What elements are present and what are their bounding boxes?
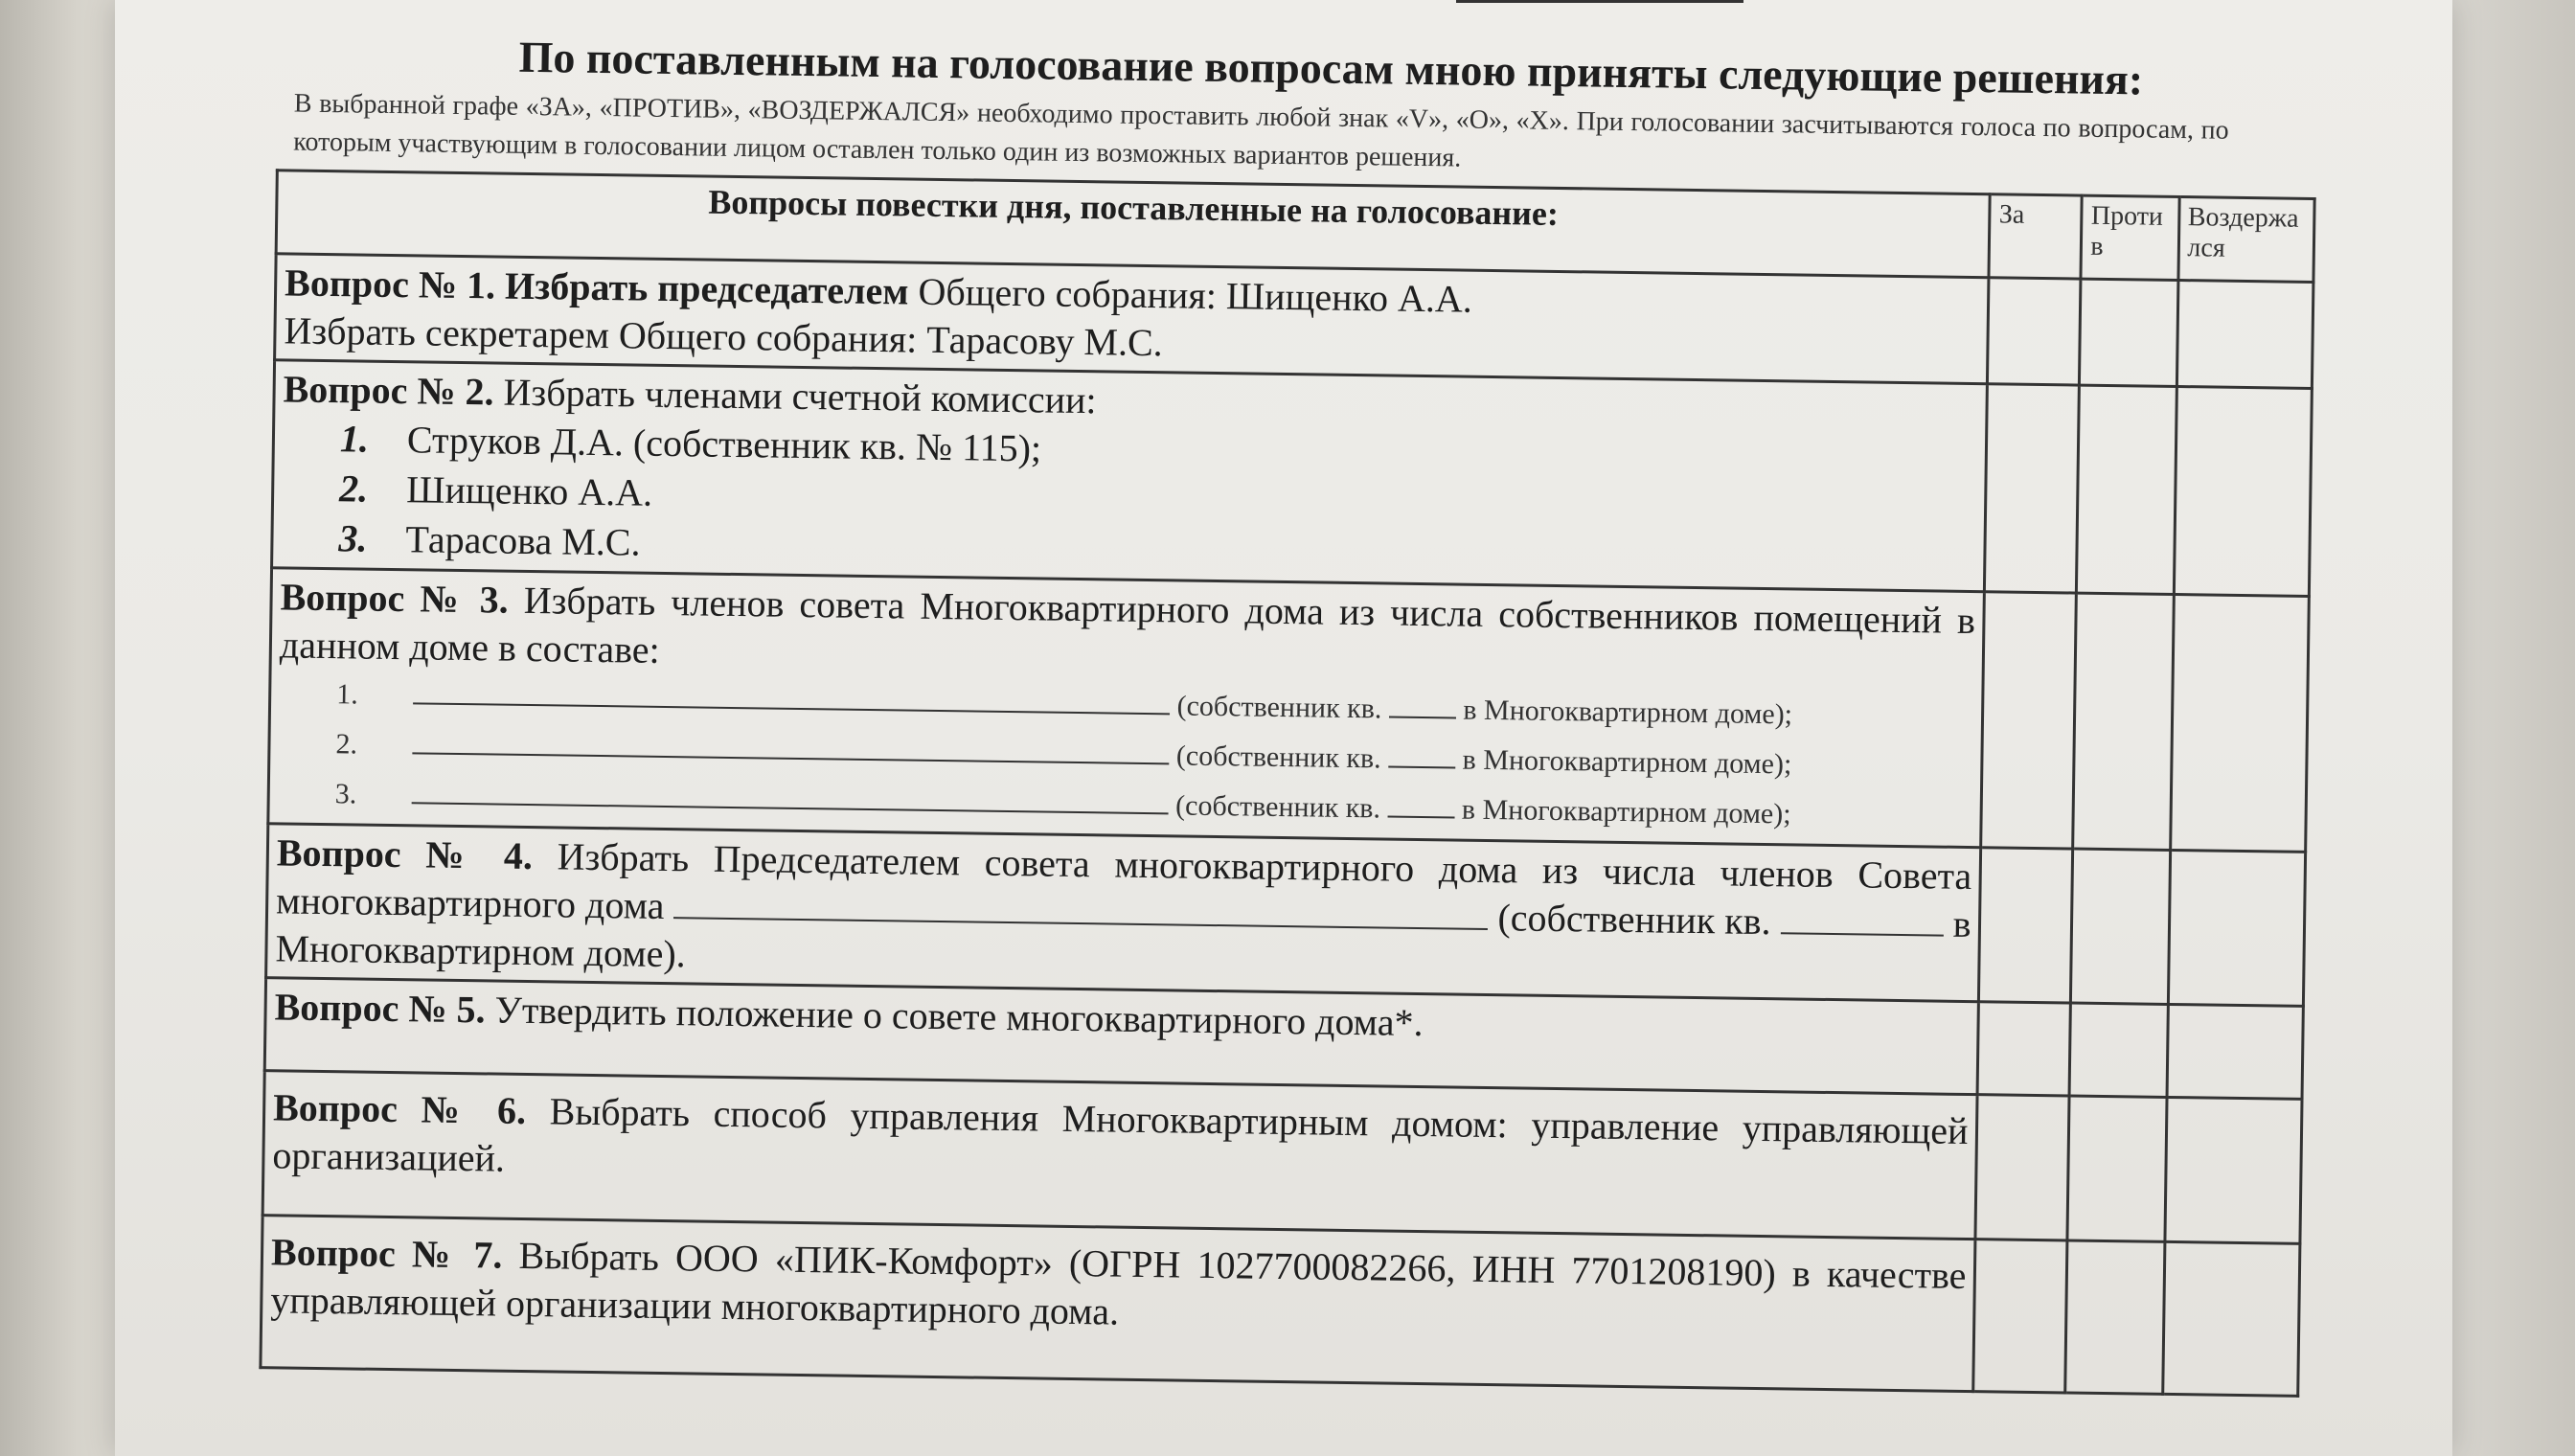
question-5-vozderzhalsya-cell[interactable] [2167,1004,2304,1099]
question-1-number: Вопрос № 1. [284,261,496,307]
question-4-vozderzhalsya-cell[interactable] [2168,850,2306,1006]
question-2-za-cell[interactable] [1985,384,2080,593]
council-member-blank-2: 2. (собственник кв. в Многоквартирном доме); [278,718,1973,792]
list-item: 2. Шищенко А.А. [338,466,653,514]
question-5-za-cell[interactable] [1978,1002,2071,1096]
question-row-3 [268,568,2310,853]
question-5-number: Вопрос № 5. [274,985,486,1032]
question-7-vozderzhalsya-cell[interactable] [2162,1241,2300,1396]
question-7-body: Выбрать ООО «ПИК-Комфорт» (ОГРН 1027700082266, ИНН 7701208190) в качестве управляющей организации многоквартирного дома. [270,1233,1967,1333]
question-7-za-cell[interactable] [1973,1240,2067,1393]
apartment-blank-field[interactable] [1387,787,1454,819]
vozderzhalsya-header: Воздержался [2177,197,2314,283]
list-item: 3. Тарасова М.С. [338,516,641,564]
question-4-protiv-cell[interactable] [2071,849,2170,1004]
counting-commission-list [281,413,1977,586]
question-2-body: Избрать членами счетной комиссии: [503,370,1097,422]
chairman-name-blank-field[interactable] [673,888,1488,930]
document-sheet [115,0,2452,1456]
question-4-za-cell[interactable] [1979,848,2073,1003]
voting-table [259,169,2315,1398]
name-blank-field[interactable] [413,673,1170,715]
top-rule [1456,0,1743,3]
question-3-text [268,568,1985,848]
question-5-body: Утвердить положение о совете многоквартирного дома*. [494,988,1424,1045]
question-row-6 [262,1071,2302,1244]
question-4-text: Вопрос № 4. Избрать Председателем совета многоквартирного дома из числа членов Совета многоквартирного дома (собственник кв. в Многоквартирном доме). [266,824,1982,1002]
question-7-number: Вопрос № 7. [270,1230,503,1277]
question-2-protiv-cell[interactable] [2077,385,2176,594]
document-title: По поставленным на голосование вопросам мною приняты следующие решения: [518,32,2144,104]
question-2-text [272,360,1988,592]
question-3-body: Избрать членов совета Многоквартирного дома из числа собственников помещений в данном доме в составе: [279,578,1976,671]
question-6-vozderzhalsya-cell[interactable] [2164,1097,2302,1243]
question-row-2 [272,360,2313,597]
question-2-vozderzhalsya-cell[interactable] [2174,386,2313,596]
question-7-protiv-cell[interactable] [2065,1240,2164,1394]
question-2-number: Вопрос № 2. [283,367,494,414]
question-3-vozderzhalsya-cell[interactable] [2170,594,2309,852]
chairman-apartment-blank-field[interactable] [1780,903,1943,936]
question-3-number: Вопрос № 3. [280,575,510,622]
question-row-4 [266,824,2306,1007]
protiv-header: Против [2081,195,2178,280]
name-blank-field[interactable] [412,723,1169,764]
questions-header: Вопросы повестки дня, поставленные на голосование: [276,171,1991,278]
za-header: За [1989,194,2082,279]
question-3-za-cell[interactable] [1981,592,2077,849]
question-6-number: Вопрос № 6. [272,1085,527,1133]
apartment-blank-field[interactable] [1389,688,1456,719]
question-1-bold: Избрать председателем [504,263,909,313]
question-1-vozderzhalsya-cell[interactable] [2176,280,2313,388]
voting-instructions: В выбранной графе «ЗА», «ПРОТИВ», «ВОЗДЕРЖАЛСЯ» необходимо проставить любой знак «V», «О», «Х». При голосовании засчитываются голоса по вопросам, по которым участвующим в голосовании лицом оставлен только один из возможных вариантов решения. [293,88,2229,173]
question-row-7 [261,1216,2300,1397]
question-5-protiv-cell[interactable] [2070,1003,2168,1097]
question-4-body: Избрать Председателем совета многоквартирного дома из числа членов Совета многоквартирного дома [275,834,1972,928]
question-3-protiv-cell[interactable] [2073,593,2174,850]
council-member-blank-1: 1. (собственник кв. в Многоквартирном доме); [279,669,1974,742]
question-1-za-cell[interactable] [1988,278,2082,385]
apartment-blank-field[interactable] [1388,738,1455,769]
document-content [239,23,2404,1399]
question-6-text [262,1071,1977,1240]
question-7-text [261,1216,1976,1392]
question-1-body: Общего собрания: Шищенко А.А. [918,269,1473,321]
list-item: 1. Струков Д.А. (собственник кв. № 115); [339,417,1042,470]
council-member-blank-3: 3. (собственник кв. в Многоквартирном доме); [277,768,1972,842]
question-6-body: Выбрать способ управления Многоквартирным домом: управление управляющей организацией. [272,1089,1969,1180]
question-6-protiv-cell[interactable] [2067,1096,2166,1241]
name-blank-field[interactable] [412,773,1169,814]
question-1-protiv-cell[interactable] [2080,279,2178,386]
question-6-za-cell[interactable] [1975,1095,2069,1240]
question-1-line2: Избрать секретарем Общего собрания: Тарасову М.С. [284,308,1164,365]
question-4-number: Вопрос № 4. [276,830,534,878]
